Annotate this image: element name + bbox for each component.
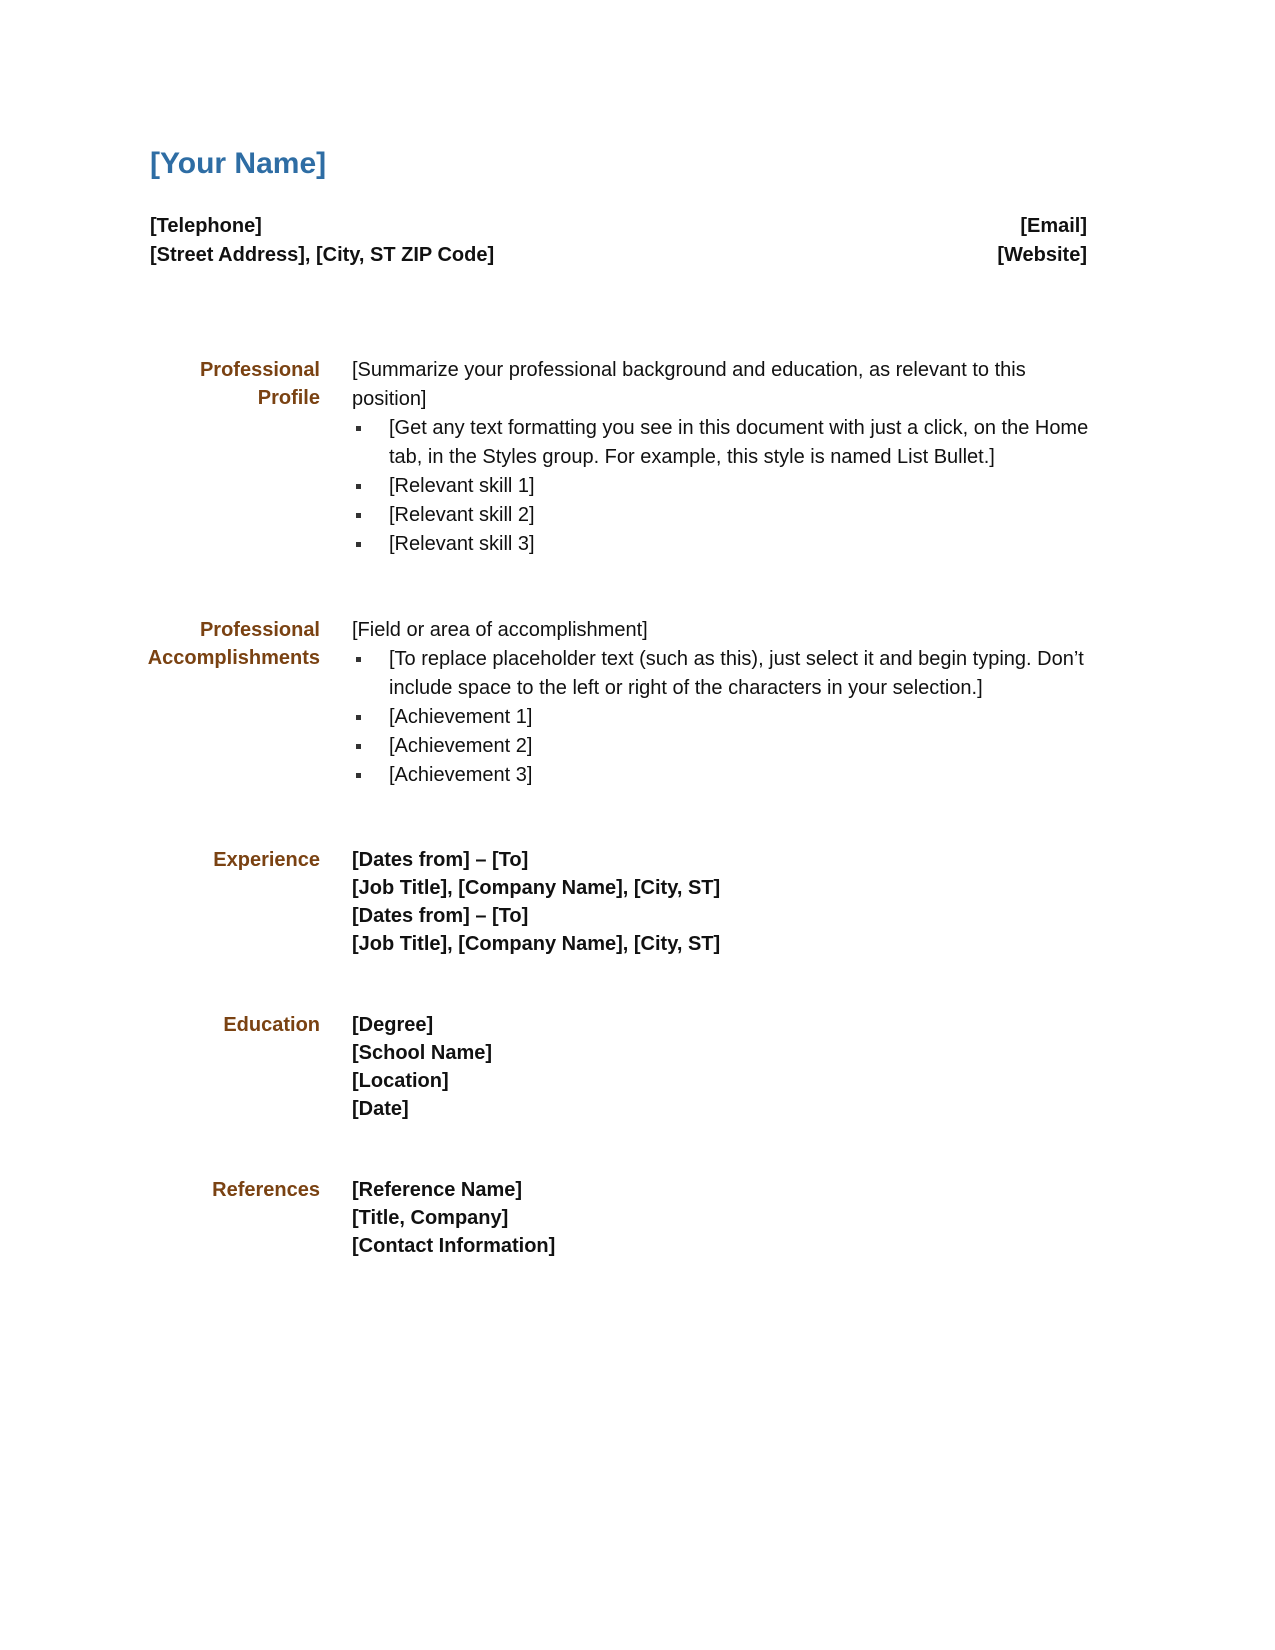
- list-item[interactable]: [352, 732, 1092, 761]
- section-body-education: [352, 1011, 1092, 1123]
- list-item-text: [Relevant skill 3]: [389, 533, 535, 555]
- experience-job[interactable]: [Job Title], [Company Name], [City, ST]: [352, 933, 721, 955]
- section-body-experience: [352, 846, 1092, 958]
- experience-job[interactable]: [Job Title], [Company Name], [City, ST]: [352, 877, 721, 899]
- section-heading-education: Education: [223, 1014, 320, 1036]
- email[interactable]: [Email]: [1020, 215, 1087, 237]
- section-body-accomplishments: [352, 616, 1092, 790]
- contact-right: [997, 212, 1087, 270]
- reference-name[interactable]: [Reference Name]: [352, 1179, 523, 1201]
- bullet-icon: [356, 773, 361, 778]
- section-body-profile: [352, 356, 1092, 559]
- reference-title[interactable]: [Title, Company]: [352, 1207, 509, 1229]
- telephone[interactable]: [Telephone]: [150, 215, 262, 237]
- bullet-icon: [356, 426, 361, 431]
- bullet-icon: [356, 513, 361, 518]
- list-item[interactable]: [352, 761, 1092, 790]
- section-body-references: [352, 1176, 1092, 1260]
- bullet-icon: [356, 542, 361, 547]
- section-heading-references: References: [212, 1179, 320, 1201]
- contact-left: [150, 212, 494, 270]
- experience-dates[interactable]: [Dates from] – [To]: [352, 905, 529, 927]
- list-item-text: [Relevant skill 1]: [389, 475, 535, 497]
- section-heading-experience: Experience: [213, 849, 320, 871]
- list-item[interactable]: [352, 414, 1092, 472]
- bullet-icon: [356, 484, 361, 489]
- list-item[interactable]: [352, 472, 1092, 501]
- accomplishment-field[interactable]: [Field or area of accomplishment]: [352, 619, 648, 641]
- bullet-icon: [356, 657, 361, 662]
- website[interactable]: [Website]: [997, 244, 1087, 266]
- education-date[interactable]: [Date]: [352, 1098, 409, 1120]
- section-heading-accomplishments: Professional Accomplishments: [147, 619, 320, 669]
- bullet-icon: [356, 744, 361, 749]
- list-item[interactable]: [352, 645, 1092, 703]
- education-location[interactable]: [Location]: [352, 1070, 449, 1092]
- list-item-text: [Get any text formatting you see in this document with just a click, on the Home tab, in the Styles group. For example, this style is named List Bullet.]: [389, 417, 1089, 468]
- street-address[interactable]: [Street Address], [City, ST ZIP Code]: [150, 244, 495, 266]
- experience-dates[interactable]: [Dates from] – [To]: [352, 849, 529, 871]
- list-item-text: [Achievement 2]: [389, 735, 533, 757]
- list-item-text: [To replace placeholder text (such as this), just select it and begin typing. Don’t include space to the left or right of the characters in your selection.]: [389, 648, 1084, 699]
- list-item-text: [Relevant skill 2]: [389, 504, 535, 526]
- list-item[interactable]: [352, 530, 1092, 559]
- accomplishments-bullet-list: [352, 645, 1092, 790]
- list-item-text: [Achievement 3]: [389, 764, 533, 786]
- reference-contact[interactable]: [Contact Information]: [352, 1235, 556, 1257]
- education-school[interactable]: [School Name]: [352, 1042, 493, 1064]
- education-degree[interactable]: [Degree]: [352, 1014, 434, 1036]
- list-item[interactable]: [352, 703, 1092, 732]
- section-heading-profile: Professional Profile: [199, 359, 320, 409]
- list-item-text: [Achievement 1]: [389, 706, 533, 728]
- profile-bullet-list: [352, 414, 1092, 559]
- resume-name[interactable]: [Your Name]: [150, 147, 327, 180]
- list-item[interactable]: [352, 501, 1092, 530]
- profile-summary[interactable]: [Summarize your professional background and education, as relevant to this position]: [352, 359, 1026, 410]
- bullet-icon: [356, 715, 361, 720]
